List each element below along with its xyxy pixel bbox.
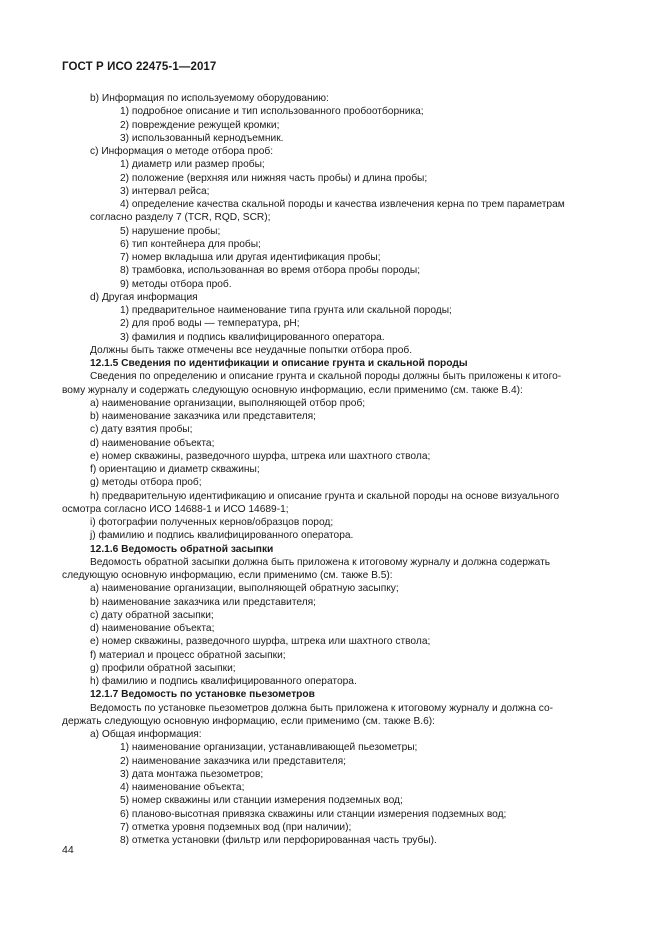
section-heading: 12.1.7 Ведомость по установке пьезометров <box>90 689 315 701</box>
text-line: 3) интервал рейса; <box>120 185 210 197</box>
text-line: Ведомость обратной засыпки должна быть приложена к итоговому журналу и должна содержать <box>90 556 551 568</box>
text-line: 3) дата монтажа пьезометров; <box>120 768 264 780</box>
text-line: вому журналу и содержать следующую основную информацию, если применимо (см. также В.4): <box>62 384 523 396</box>
text-line: b) Информация по используемому оборудованию: <box>90 93 329 104</box>
text-line: 7) отметка уровня подземных вод (при наличии); <box>120 821 352 833</box>
text-line: 6) планово-высотная привязка скважины или станции измерения подземных вод; <box>120 808 507 820</box>
text-line: d) Другая информация <box>90 291 198 303</box>
text-line: 4) определение качества скальной породы и качества извлечения керна по трем параметрам <box>120 199 565 210</box>
text-line: e) номер скважины, разведочного шурфа, штрека или шахтного ствола; <box>90 636 431 648</box>
text-line: держать следующую основную информацию, если применимо (см. также В.6): <box>62 715 435 727</box>
text-line: g) профили обратной засыпки; <box>90 662 236 674</box>
text-line: f) ориентацию и диаметр скважины; <box>90 464 260 475</box>
text-line: h) фамилию и подпись квалифицированного оператора. <box>90 676 357 687</box>
text-line: i) фотографии полученных кернов/образцов пород; <box>90 517 334 528</box>
text-line: 9) методы отбора проб. <box>120 278 232 290</box>
text-line: 2) повреждение режущей кромки; <box>120 119 280 131</box>
text-line: d) наименование объекта; <box>90 623 215 634</box>
text-line: 5) номер скважины или станции измерения подземных вод; <box>120 795 403 807</box>
text-line: c) дату обратной засыпки; <box>90 609 214 621</box>
text-line: Должны быть также отмечены все неудачные попытки отбора проб. <box>90 344 413 356</box>
text-line: f) материал и процесс обратной засыпки; <box>90 649 286 661</box>
text-line: 1) наименование организации, устанавливающей пьезометры; <box>120 742 418 754</box>
text-line: b) наименование заказчика или представителя; <box>90 411 316 422</box>
text-line: 5) нарушение пробы; <box>120 225 221 237</box>
text-line: 1) диаметр или размер пробы; <box>120 159 265 171</box>
text-line: b) наименование заказчика или представителя; <box>90 596 316 608</box>
text-line: 7) номер вкладыша или другая идентификация пробы; <box>120 252 381 263</box>
document-body <box>62 92 600 847</box>
text-line: 3) использованный кернодъемник. <box>120 132 284 144</box>
text-line: 2) положение (верхняя или нижняя часть пробы) и длина пробы; <box>120 172 428 184</box>
text-line: c) Информация о методе отбора проб: <box>90 146 274 157</box>
text-line: Сведения по определению и описание грунта и скальной породы должны быть приложены к итого- <box>90 371 562 383</box>
page-number: 44 <box>62 844 74 856</box>
text-line: a) Общая информация: <box>90 729 202 740</box>
text-line: h) предварительную идентификацию и описание грунта и скальной породы на основе визуального <box>90 490 560 502</box>
text-line: 6) тип контейнера для пробы; <box>120 238 261 250</box>
text-line: 8) трамбовка, использованная во время отбора пробы породы; <box>120 265 421 277</box>
text-line: g) методы отбора проб; <box>90 477 202 489</box>
text-line: 1) предварительное наименование типа грунта или скальной породы; <box>120 305 452 316</box>
text-line: следующую основную информацию, если применимо (см. также В.5): <box>62 570 393 581</box>
text-line: a) наименование организации, выполняющей отбор проб; <box>90 397 366 409</box>
text-line: Ведомость по установке пьезометров должна быть приложена к итоговому журналу и должна со- <box>90 702 554 714</box>
text-line: e) номер скважины, разведочного шурфа, штрека или шахтного ствола; <box>90 450 431 462</box>
text-line: 1) подробное описание и тип использованного пробоотборника; <box>120 106 424 118</box>
document-header: ГОСТ Р ИСО 22475-1—2017 <box>62 61 217 73</box>
text-line: a) наименование организации, выполняющей обратную засыпку; <box>90 583 399 595</box>
text-line: 2) наименование заказчика или представителя; <box>120 755 346 767</box>
text-line: согласно разделу 7 (TCR, RQD, SCR); <box>90 212 271 224</box>
text-line: 8) отметка установки (фильтр или перфорированная часть трубы). <box>120 835 437 846</box>
text-line: j) фамилию и подпись квалифицированного оператора. <box>90 530 354 542</box>
text-line: c) дату взятия пробы; <box>90 424 193 436</box>
text-line: осмотра согласно ИСО 14688-1 и ИСО 14689-1; <box>62 503 289 515</box>
text-line: d) наименование объекта; <box>90 437 215 449</box>
section-heading: 12.1.6 Ведомость обратной засыпки <box>90 543 274 555</box>
section-heading: 12.1.5 Сведения по идентификации и описание грунта и скальной породы <box>90 358 468 369</box>
text-line: 4) наименование объекта; <box>120 782 245 793</box>
text-line: 2) для проб воды — температура, pH; <box>120 318 300 330</box>
text-line: 3) фамилия и подпись квалифицированного оператора. <box>120 331 385 343</box>
